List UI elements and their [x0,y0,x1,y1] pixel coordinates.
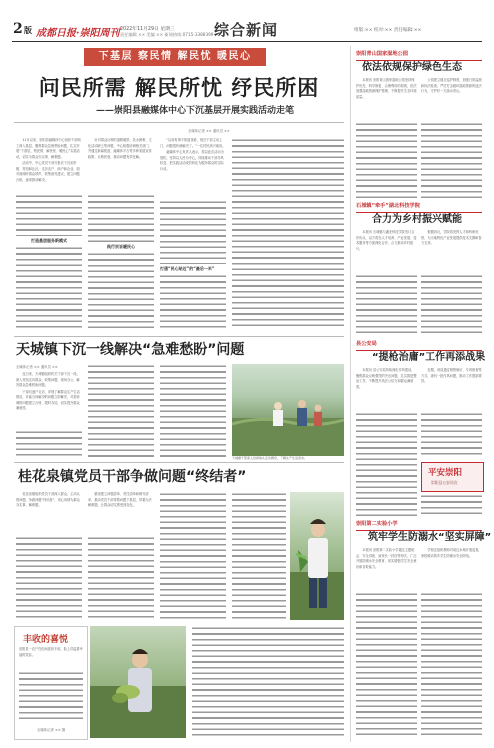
r4-column-1 [356,548,417,590]
lead-paragraph: “以前有事不知道找谁，现在干部主动上门，问题很快就解决了。”一位村民高兴地说。 [160,138,226,148]
lead-paragraph: 11月以来，崇阳县融媒体中心组织干部职工深入基层，聚焦群众急难愁盼问题，扎实开展“下基层、察民情、解民忧、暖民心”实践活动，切实为群众办实事、解难题。 [16,138,81,159]
lead-subtitle-1: 打造基层服务新模式 [31,238,67,243]
bottom-middle-text [192,626,344,738]
story2-column-1-text [16,430,82,458]
lead-paragraph: 针对群众反映的道路破损、饮水困难、文化活动缺乏等问题，中心积极协调相关部门，并通过新闻报道、融媒体平台等多种渠道宣传政策、反映民意，推动问题有效化解。 [88,138,152,159]
column-divider [350,46,351,742]
r1-column-2 [421,78,482,120]
masthead [0,0,494,46]
r2-column-2-text [421,274,482,336]
story3-paragraph: 镇里建立问题清单、责任清单和销号清单，推动党员干部带着问题下基层，带着办法解难题，让群众切实感受到变化。 [88,492,152,508]
r1-title: 依法依规保护绿色生态 [362,62,462,73]
r1-paragraph: 本报讯 崇阳青山国家湿地公园坚持保护优先、科学修复、合理利用的原则，依法加强湿地资源保护管理，不断提升生态环境质量。 [356,78,417,99]
r4-title: 筑牢学生防溺水“坚实屏障” [368,532,492,543]
date-line: 2022年11月29日 星期三 [120,27,175,32]
story2-column-1 [16,372,82,428]
lead-subtitle-2: 践行宗旨暖民心 [107,244,135,249]
r1-label-box [356,50,482,61]
harvest-caption: 崇阳县一农户在田间喜获丰收，脸上洋溢着幸福的笑容。 [19,647,83,657]
harvest-title: 丰收的喜悦 [23,635,69,645]
lead-column-2 [88,138,154,192]
r1-label: 崇阳青山国家湿地公园 [356,51,408,57]
lead-column-1-text-b [16,246,82,330]
r4-paragraph: 本报讯 崇阳第二实验小学通过主题班会、安全讲座、致家长一封信等形式，广泛开展防溺水安全教育，切实增强学生安全意识和自救能力。 [356,548,417,569]
r3-label: 县公安局 [356,341,377,347]
lead-paragraph: 活动中，中心党员干部分批次下沉到乡镇、村组和社区，走访农户、商户和企业，面对面倾听群众呼声，收集意见建议，建立问题台账，逐项推动解决。 [16,161,80,182]
lead-subhead: ——崇阳县融媒体中心下沉基层开展实践活动走笔 [96,106,295,116]
r4-column-2 [421,548,482,590]
lead-column-4-text [232,138,344,330]
page-number: 2 [13,21,23,37]
story2-photo [232,364,344,456]
r4-paragraph: 学校还组织教师对周边水域开展巡查，家校联动筑牢学生防溺水安全防线。 [421,548,482,558]
top-right-info: 组版:×× 校对:×× 责任编辑:×× [354,28,422,33]
r2-column-1-text [356,274,417,336]
lead-column-2-text [88,194,154,242]
story2-paragraph: 干部们逐户走访，详细了解群众生产生活情况，对能当场解决的问题立即解决，对需协调的问题建立台账、限时办结，切实提升群众满意度。 [16,389,80,411]
r1-column-2-text [421,122,482,198]
story2-paragraph: 连日来，天城镇组织机关干部下沉一线，深入村组走访群众，收集问题，现场办公，解决群众急难愁盼问题。 [16,372,80,388]
story3-photo [290,492,344,620]
pingan-ad [421,462,484,492]
woman-with-vegetables-image [290,492,344,620]
r2-column-2 [421,230,482,272]
r3-label-box [356,340,482,351]
story3-column-2-text [88,536,154,620]
lead-column-1-text [16,194,82,236]
story3-title: 桂花泉镇党员干部争做问题“终结者” [18,469,247,485]
r3-column-2-text-b [421,494,482,516]
lead-column-2-text-b [88,252,154,330]
r1-column-1 [356,78,417,120]
story3-paragraph: 桂花泉镇组织党员干部深入群众，主动认领问题，争做问题“终结者”，用心用情为群众办实事、解难题。 [16,492,80,508]
r2-label-box [356,202,482,213]
lead-paragraph: 融媒体中心负责人表示，将以此次活动为契机，坚持以人民为中心，持续推动干部作风转变，把实践活动成效转化为服务群众的实际行动。 [160,149,224,171]
pingan-ad-sub: 崇阳县公安局宣 [431,480,458,485]
r2-paragraph: 本报讯 石城镇与湖北科技学院签订合作协议，双方将在人才培养、产业发展、技术服务等方面深化合作，合力推动乡村振兴。 [356,230,417,251]
r4-column-1-text [356,592,417,738]
r4-column-2-text [421,592,482,738]
field-workers-image [232,364,344,456]
r4-label-box [356,520,482,531]
story2-column-3-text [160,364,226,458]
harvest-byline: 全媒体记者 ×× 摄 [37,728,66,732]
story3-column-3-text [160,492,226,620]
story3-column-1-text [16,536,82,620]
r2-title: 合力为乡村振兴赋能 [372,214,462,225]
lead-column-1 [16,138,82,192]
r3-paragraph: 近期，该局通过明察暗访、专项督查等方式，查纠一批作风问题，推动工作提质增效。 [421,368,482,384]
r3-column-1 [356,368,417,410]
r2-label: 石城镇“牵手”湖北科技学院 [356,203,420,209]
section-title: 综合新闻 [214,21,279,39]
story3-column-1 [16,492,82,534]
lead-byline: 全媒体记者 ×× 通讯员 ×× [188,129,230,133]
story3-rule [14,462,344,463]
r3-column-2 [421,368,482,410]
harvest-image [90,626,186,738]
lead-column-3 [160,138,226,198]
story2-column-2-text [88,364,154,458]
lead-subtitle-3: 打通“民心贴近”的“最后一米” [160,266,215,271]
pingan-ad-title: 平安崇阳 [428,468,463,478]
lead-banner: 下基层 察民情 解民忧 暖民心 [84,48,266,66]
lead-column-3-text-b [160,274,226,330]
masthead-rule [12,41,482,42]
r2-column-1 [356,230,417,272]
harvest-photo [90,626,186,738]
story3-column-4-text [232,492,286,620]
story2-byline: 全媒体记者 ×× 通讯员 ×× [16,365,58,369]
r3-column-1-text [356,412,417,516]
r2-paragraph: 根据协议，学院将发挥人才和科研优势，为当地特色产业发展提供技术支撑和智力支持。 [421,230,482,246]
r3-column-2-text [421,412,482,458]
r1-column-1-text [356,122,417,198]
story2-rule [14,336,344,337]
lead-column-3-text [160,200,226,264]
r3-title: “提枪治庸”工作再添战果 [372,352,486,363]
page-number-suffix: 版 [24,26,32,35]
story2-title: 天城镇下沉一线解决“急难愁盼”问题 [16,342,245,358]
lead-headline: 问民所需 解民所忧 纾民所困 [38,76,320,100]
r3-paragraph: 本报讯 县公安局持续深化作风建设，聚焦群众反映强烈的突出问题，扎实推进整治工作，不断提升执法公信力和群众满意度。 [356,368,417,389]
editor-line: 责任编辑 ×× 美编 ×× 新闻热线:0715-3388399 [120,32,214,37]
story3-column-2 [88,492,154,534]
story2-photo-caption: 天城镇干部深入田间地头走访群众，了解生产生活需求。 [232,456,308,460]
paper-name: 成都日报·崇阳周刊 [36,28,120,39]
r4-label: 崇阳第二实验小学 [356,521,398,527]
harvest-box [14,626,88,740]
harvest-text [19,671,83,723]
lead-rule [14,122,344,123]
r1-paragraph: 公园建立健全巡护制度，加强日常监测和执法检查，严厉打击破坏湿地资源的违法行为，守护好一方绿水青山。 [421,78,482,94]
